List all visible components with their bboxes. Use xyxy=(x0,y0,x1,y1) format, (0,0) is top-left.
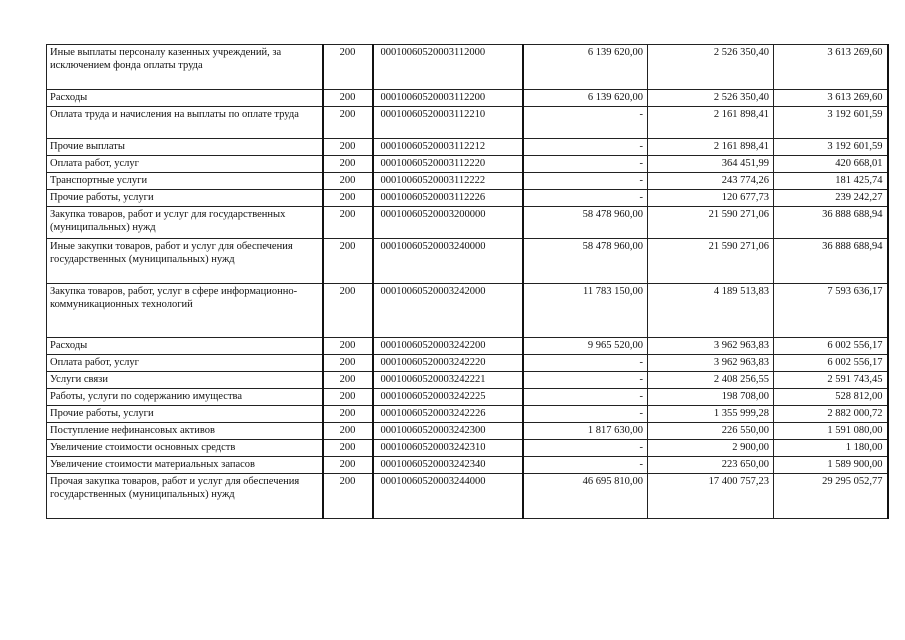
row-code-cell: 200 xyxy=(323,190,373,207)
row-name-cell: Расходы xyxy=(47,90,323,107)
row-kbk-cell: 00010060520003112226 xyxy=(373,190,523,207)
row-kbk-cell: 00010060520003242220 xyxy=(373,355,523,372)
row-code-cell: 200 xyxy=(323,338,373,355)
table-row xyxy=(47,372,888,389)
row-unexecuted-cell: 7 593 636,17 xyxy=(774,284,888,338)
row-executed-cell: 2 900,00 xyxy=(648,440,774,457)
row-code-cell: 200 xyxy=(323,107,373,139)
row-unexecuted-cell: 3 192 601,59 xyxy=(774,107,888,139)
row-approved-cell: - xyxy=(523,406,648,423)
row-approved-cell: 6 139 620,00 xyxy=(523,45,648,90)
row-name-cell: Закупка товаров, работ и услуг для государственных (муниципальных) нужд xyxy=(47,207,323,239)
row-executed-cell: 21 590 271,06 xyxy=(648,207,774,239)
table-row xyxy=(47,389,888,406)
table-row xyxy=(47,107,888,139)
table-row xyxy=(47,190,888,207)
row-kbk-cell: 00010060520003242000 xyxy=(373,284,523,338)
row-kbk-cell: 00010060520003242221 xyxy=(373,372,523,389)
row-unexecuted-cell: 1 180,00 xyxy=(774,440,888,457)
row-name-cell: Увеличение стоимости основных средств xyxy=(47,440,323,457)
row-executed-cell: 2 161 898,41 xyxy=(648,107,774,139)
row-code-cell: 200 xyxy=(323,207,373,239)
row-kbk-cell: 00010060520003200000 xyxy=(373,207,523,239)
table-row xyxy=(47,440,888,457)
row-approved-cell: - xyxy=(523,190,648,207)
row-code-cell: 200 xyxy=(323,90,373,107)
row-code-cell: 200 xyxy=(323,389,373,406)
table-row xyxy=(47,423,888,440)
row-name-cell: Оплата работ, услуг xyxy=(47,156,323,173)
table-row xyxy=(47,338,888,355)
row-name-cell: Прочие выплаты xyxy=(47,139,323,156)
row-executed-cell: 2 526 350,40 xyxy=(648,45,774,90)
row-executed-cell: 2 526 350,40 xyxy=(648,90,774,107)
row-unexecuted-cell: 36 888 688,94 xyxy=(774,239,888,284)
row-executed-cell: 17 400 757,23 xyxy=(648,474,774,519)
row-unexecuted-cell: 29 295 052,77 xyxy=(774,474,888,519)
row-executed-cell: 21 590 271,06 xyxy=(648,239,774,284)
row-approved-cell: - xyxy=(523,139,648,156)
table-row xyxy=(47,139,888,156)
row-code-cell: 200 xyxy=(323,457,373,474)
row-kbk-cell: 00010060520003112212 xyxy=(373,139,523,156)
row-name-cell: Работы, услуги по содержанию имущества xyxy=(47,389,323,406)
row-approved-cell: 11 783 150,00 xyxy=(523,284,648,338)
row-name-cell: Оплата работ, услуг xyxy=(47,355,323,372)
row-name-cell: Расходы xyxy=(47,338,323,355)
row-executed-cell: 2 408 256,55 xyxy=(648,372,774,389)
row-approved-cell: - xyxy=(523,389,648,406)
table-row xyxy=(47,239,888,284)
row-unexecuted-cell: 3 613 269,60 xyxy=(774,45,888,90)
row-kbk-cell: 00010060520003242300 xyxy=(373,423,523,440)
row-unexecuted-cell: 1 589 900,00 xyxy=(774,457,888,474)
row-name-cell: Увеличение стоимости материальных запасов xyxy=(47,457,323,474)
row-unexecuted-cell: 181 425,74 xyxy=(774,173,888,190)
row-approved-cell: 58 478 960,00 xyxy=(523,239,648,284)
row-code-cell: 200 xyxy=(323,156,373,173)
row-approved-cell: 46 695 810,00 xyxy=(523,474,648,519)
row-executed-cell: 120 677,73 xyxy=(648,190,774,207)
row-unexecuted-cell: 420 668,01 xyxy=(774,156,888,173)
row-approved-cell: 9 965 520,00 xyxy=(523,338,648,355)
row-executed-cell: 364 451,99 xyxy=(648,156,774,173)
row-executed-cell: 3 962 963,83 xyxy=(648,355,774,372)
budget-report-table xyxy=(46,44,889,519)
row-approved-cell: - xyxy=(523,440,648,457)
row-kbk-cell: 00010060520003244000 xyxy=(373,474,523,519)
table-row xyxy=(47,284,888,338)
row-code-cell: 200 xyxy=(323,355,373,372)
row-unexecuted-cell: 3 613 269,60 xyxy=(774,90,888,107)
row-code-cell: 200 xyxy=(323,406,373,423)
table-row xyxy=(47,90,888,107)
row-kbk-cell: 00010060520003242340 xyxy=(373,457,523,474)
row-name-cell: Поступление нефинансовых активов xyxy=(47,423,323,440)
row-kbk-cell: 00010060520003112000 xyxy=(373,45,523,90)
row-kbk-cell: 00010060520003112222 xyxy=(373,173,523,190)
row-code-cell: 200 xyxy=(323,139,373,156)
row-name-cell: Закупка товаров, работ, услуг в сфере информационно-коммуникационных технологий xyxy=(47,284,323,338)
row-approved-cell: - xyxy=(523,156,648,173)
row-code-cell: 200 xyxy=(323,423,373,440)
row-executed-cell: 3 962 963,83 xyxy=(648,338,774,355)
row-code-cell: 200 xyxy=(323,284,373,338)
table-row xyxy=(47,207,888,239)
row-executed-cell: 4 189 513,83 xyxy=(648,284,774,338)
row-approved-cell: - xyxy=(523,372,648,389)
table-row xyxy=(47,156,888,173)
row-approved-cell: 58 478 960,00 xyxy=(523,207,648,239)
row-unexecuted-cell: 239 242,27 xyxy=(774,190,888,207)
row-code-cell: 200 xyxy=(323,239,373,284)
row-kbk-cell: 00010060520003242310 xyxy=(373,440,523,457)
row-executed-cell: 2 161 898,41 xyxy=(648,139,774,156)
row-name-cell: Иные закупки товаров, работ и услуг для обеспечения государственных (муниципальных) нужд xyxy=(47,239,323,284)
row-approved-cell: 1 817 630,00 xyxy=(523,423,648,440)
row-kbk-cell: 00010060520003112200 xyxy=(373,90,523,107)
table-row xyxy=(47,45,888,90)
row-executed-cell: 1 355 999,28 xyxy=(648,406,774,423)
row-kbk-cell: 00010060520003242200 xyxy=(373,338,523,355)
row-executed-cell: 226 550,00 xyxy=(648,423,774,440)
row-unexecuted-cell: 2 591 743,45 xyxy=(774,372,888,389)
row-approved-cell: - xyxy=(523,107,648,139)
row-unexecuted-cell: 3 192 601,59 xyxy=(774,139,888,156)
row-code-cell: 200 xyxy=(323,372,373,389)
row-kbk-cell: 00010060520003242225 xyxy=(373,389,523,406)
row-executed-cell: 223 650,00 xyxy=(648,457,774,474)
row-kbk-cell: 00010060520003240000 xyxy=(373,239,523,284)
row-code-cell: 200 xyxy=(323,173,373,190)
row-approved-cell: 6 139 620,00 xyxy=(523,90,648,107)
row-executed-cell: 198 708,00 xyxy=(648,389,774,406)
row-unexecuted-cell: 1 591 080,00 xyxy=(774,423,888,440)
row-approved-cell: - xyxy=(523,457,648,474)
row-name-cell: Услуги связи xyxy=(47,372,323,389)
row-name-cell: Прочая закупка товаров, работ и услуг для обеспечения государственных (муниципальных) нужд xyxy=(47,474,323,519)
row-code-cell: 200 xyxy=(323,45,373,90)
row-unexecuted-cell: 6 002 556,17 xyxy=(774,338,888,355)
row-kbk-cell: 00010060520003112210 xyxy=(373,107,523,139)
table-row xyxy=(47,355,888,372)
row-name-cell: Прочие работы, услуги xyxy=(47,190,323,207)
row-approved-cell: - xyxy=(523,355,648,372)
row-name-cell: Прочие работы, услуги xyxy=(47,406,323,423)
row-unexecuted-cell: 528 812,00 xyxy=(774,389,888,406)
row-kbk-cell: 00010060520003242226 xyxy=(373,406,523,423)
row-code-cell: 200 xyxy=(323,474,373,519)
row-unexecuted-cell: 2 882 000,72 xyxy=(774,406,888,423)
table-row xyxy=(47,406,888,423)
row-name-cell: Иные выплаты персоналу казенных учреждений, за исключением фонда оплаты труда xyxy=(47,45,323,90)
table-row xyxy=(47,474,888,519)
row-unexecuted-cell: 6 002 556,17 xyxy=(774,355,888,372)
row-unexecuted-cell: 36 888 688,94 xyxy=(774,207,888,239)
row-name-cell: Оплата труда и начисления на выплаты по оплате труда xyxy=(47,107,323,139)
row-executed-cell: 243 774,26 xyxy=(648,173,774,190)
row-name-cell: Транспортные услуги xyxy=(47,173,323,190)
row-code-cell: 200 xyxy=(323,440,373,457)
row-approved-cell: - xyxy=(523,173,648,190)
table-row xyxy=(47,173,888,190)
row-kbk-cell: 00010060520003112220 xyxy=(373,156,523,173)
table-row xyxy=(47,457,888,474)
